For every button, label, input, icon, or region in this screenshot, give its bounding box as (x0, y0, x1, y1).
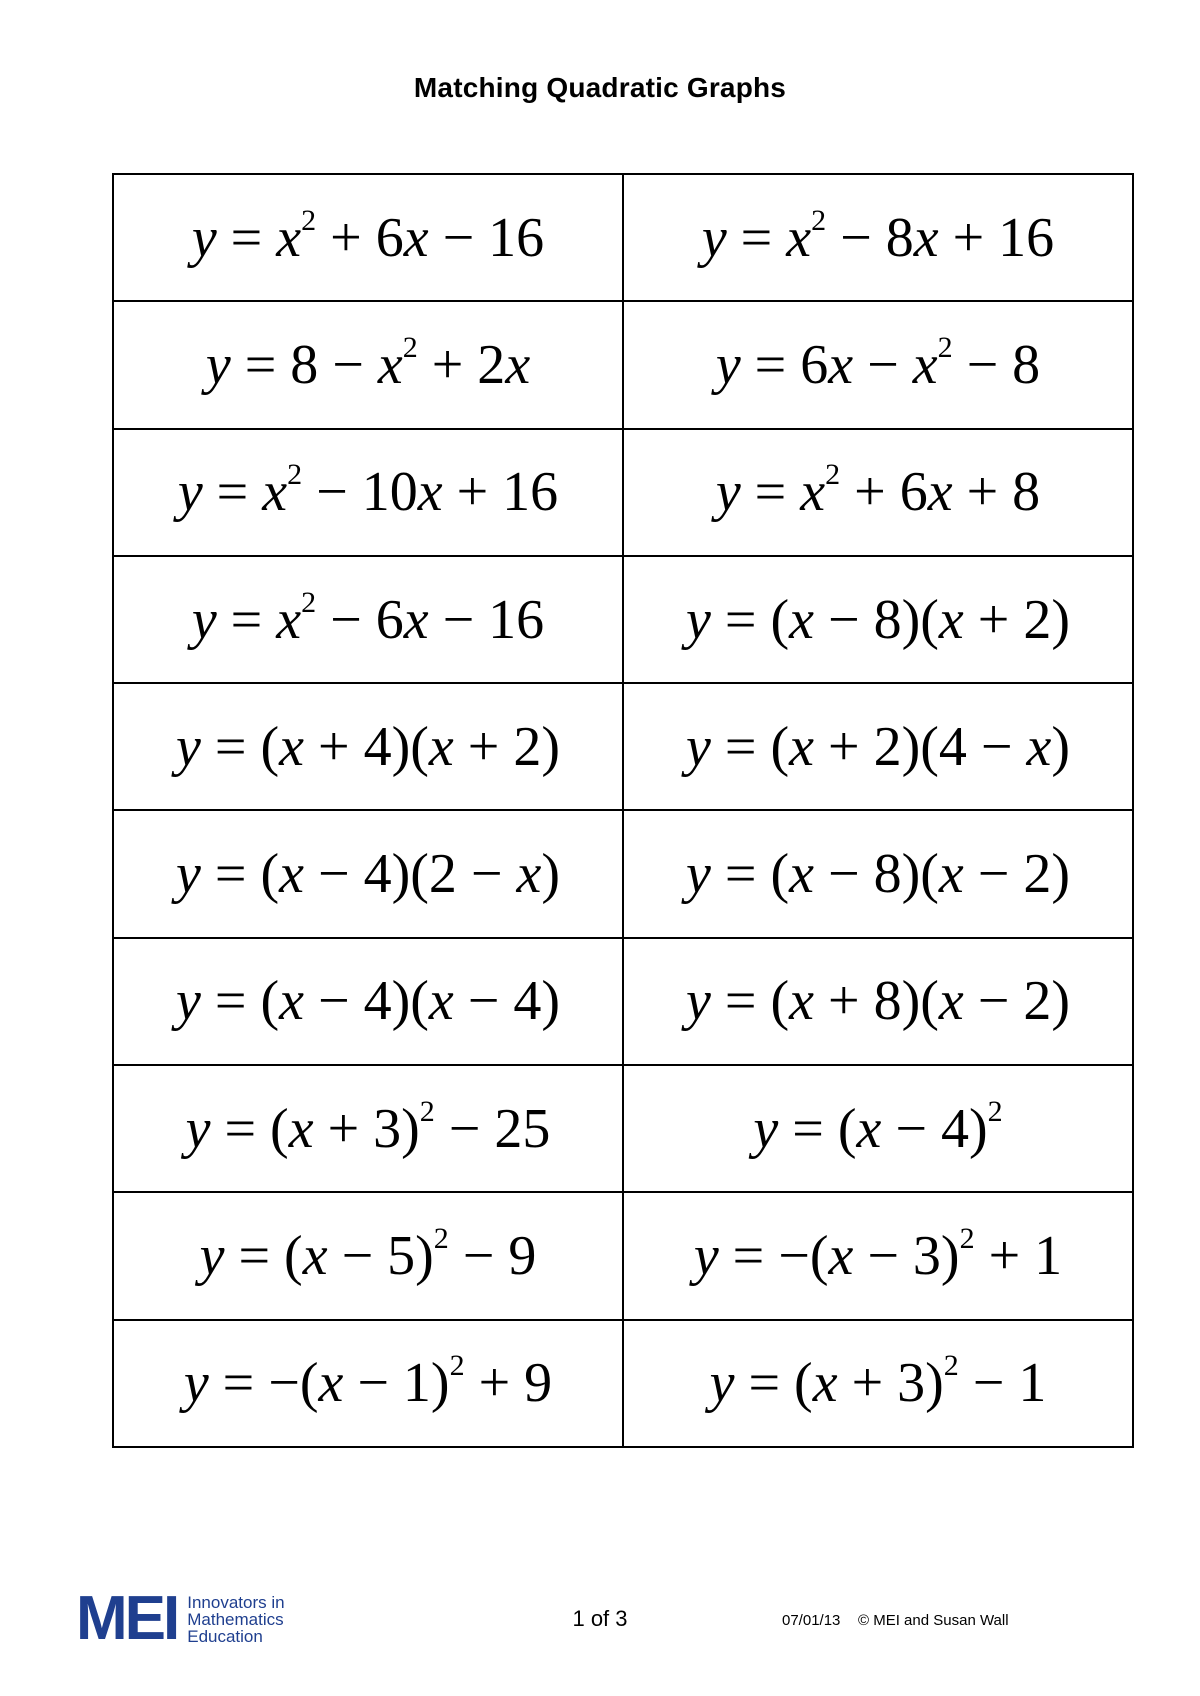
exponent: 2 (301, 203, 317, 237)
equation-part: = ( (210, 1097, 289, 1160)
equation-text (183, 1349, 553, 1415)
exponent: 2 (937, 330, 953, 364)
variable: y (753, 1097, 779, 1160)
equation-part: + 2)(4 − (813, 715, 1027, 778)
equation-card[interactable] (113, 1192, 623, 1319)
equation-card[interactable] (623, 938, 1133, 1065)
equation-text (185, 1094, 551, 1160)
variable: y (191, 206, 217, 269)
variable: x (505, 333, 531, 396)
equation-text (686, 589, 1070, 651)
equation-text (715, 458, 1041, 524)
variable: x (828, 333, 854, 396)
equation-card[interactable] (623, 810, 1133, 937)
equation-text (686, 843, 1070, 905)
exponent: 2 (811, 203, 827, 237)
variable: x (288, 1097, 314, 1160)
equation-part: + 2) (963, 588, 1070, 651)
card-row (113, 683, 1133, 810)
variable: y (205, 333, 231, 396)
equation-part: + 3) (837, 1352, 944, 1415)
variable: x (789, 588, 814, 651)
variable: x (812, 1352, 838, 1415)
footer-copyright: © MEI and Susan Wall (858, 1612, 1009, 1629)
equation-part: − (853, 333, 913, 396)
exponent: 2 (301, 585, 317, 619)
equation-part: = (202, 461, 263, 524)
variable: x (789, 970, 814, 1033)
variable: x (789, 715, 814, 778)
logo-line: Innovators in (187, 1592, 285, 1612)
variable: y (185, 1097, 211, 1160)
variable: x (262, 461, 288, 524)
equation-part: = ( (710, 843, 790, 906)
exponent: 2 (987, 1094, 1003, 1128)
equation-part: = −( (208, 1352, 319, 1415)
variable: x (927, 461, 953, 524)
equation-text (205, 330, 531, 396)
variable: y (183, 1352, 209, 1415)
equation-part: − 10 (302, 461, 418, 524)
equation-part: ) (541, 843, 560, 906)
variable: y (176, 715, 201, 778)
variable: y (176, 843, 201, 906)
equation-part: − 9 (448, 1225, 537, 1288)
variable: x (800, 461, 826, 524)
equation-part: = ( (710, 970, 790, 1033)
equation-card[interactable] (113, 1065, 623, 1192)
equation-part: − 8 (952, 333, 1041, 396)
equation-card[interactable] (623, 683, 1133, 810)
exponent: 2 (287, 458, 303, 492)
variable: x (912, 333, 938, 396)
variable: y (709, 1352, 735, 1415)
variable: y (715, 333, 741, 396)
variable: x (1026, 715, 1052, 778)
variable: x (279, 843, 304, 906)
variable: x (276, 206, 302, 269)
equation-part: − 8)( (813, 588, 939, 651)
equation-part: + 6 (840, 461, 928, 524)
equation-part: − 4)( (303, 970, 429, 1033)
equation-part: = −( (718, 1225, 829, 1288)
equation-part: + 16 (938, 206, 1055, 269)
equation-part: = 6 (740, 333, 829, 396)
equation-text (176, 716, 560, 778)
card-row (113, 174, 1133, 301)
equation-part: + 16 (442, 461, 559, 524)
equation-card[interactable] (113, 1320, 623, 1447)
variable: x (403, 588, 429, 651)
equation-part: − 25 (434, 1097, 551, 1160)
equation-part: + 6 (316, 206, 404, 269)
equation-text (176, 843, 560, 905)
exponent: 2 (449, 1349, 465, 1383)
equation-card[interactable] (623, 1192, 1133, 1319)
footer-date: 07/01/13 (782, 1612, 841, 1629)
equation-text (177, 458, 559, 524)
equation-card[interactable] (113, 938, 623, 1065)
equation-part: = ( (734, 1352, 813, 1415)
logo-line: Education (187, 1626, 263, 1646)
exponent: 2 (419, 1094, 435, 1128)
equation-part: − 2) (963, 843, 1070, 906)
variable: y (715, 461, 741, 524)
equation-card[interactable] (113, 429, 623, 556)
equation-text (693, 1222, 1063, 1288)
equation-part: − 4) (881, 1097, 988, 1160)
variable: y (693, 1225, 719, 1288)
variable: x (938, 588, 964, 651)
variable: x (318, 1352, 344, 1415)
page-title: Matching Quadratic Graphs (413, 72, 787, 103)
equation-part: − 3) (853, 1225, 960, 1288)
variable: x (276, 588, 302, 651)
variable: x (302, 1225, 328, 1288)
equation-part: = ( (200, 970, 280, 1033)
equation-part: − 16 (428, 588, 545, 651)
equation-part: ) (1051, 715, 1070, 778)
equation-card[interactable] (113, 556, 623, 683)
equation-card[interactable] (623, 556, 1133, 683)
variable: x (856, 1097, 882, 1160)
card-row (113, 1192, 1133, 1319)
equation-text (701, 203, 1055, 269)
card-row (113, 1320, 1133, 1447)
equation-part: = (726, 206, 787, 269)
equation-card[interactable] (623, 1065, 1133, 1192)
exponent: 2 (402, 330, 418, 364)
equation-part: + 2 (417, 333, 506, 396)
equation-part: − 4)(2 − (303, 843, 517, 906)
card-row (113, 429, 1133, 556)
equation-text (753, 1094, 1003, 1160)
equation-part: + 1 (974, 1225, 1063, 1288)
equation-card[interactable] (113, 683, 623, 810)
equation-part: + 3) (313, 1097, 420, 1160)
equation-part: + 9 (464, 1352, 553, 1415)
card-row (113, 810, 1133, 937)
equation-part: = (216, 206, 277, 269)
equation-part: − 6 (316, 588, 404, 651)
variable: x (938, 970, 964, 1033)
equation-card[interactable] (113, 174, 623, 301)
exponent: 2 (959, 1222, 975, 1256)
card-row (113, 301, 1133, 428)
equation-text (176, 970, 560, 1032)
variable: x (377, 333, 403, 396)
equation-part: − 16 (428, 206, 545, 269)
equation-part: = ( (710, 588, 790, 651)
logo-mark: MEI (76, 1584, 178, 1653)
card-table (112, 173, 1134, 1448)
variable: x (938, 843, 964, 906)
equation-part: = (740, 461, 801, 524)
equation-text (715, 330, 1041, 396)
variable: x (428, 715, 454, 778)
card-row (113, 1065, 1133, 1192)
equation-text (686, 970, 1070, 1032)
equation-part: = ( (778, 1097, 857, 1160)
equation-part: − 8)( (813, 843, 939, 906)
variable: y (701, 206, 727, 269)
equation-part: + 8 (952, 461, 1041, 524)
logo-line: Mathematics (187, 1609, 284, 1629)
equation-text (191, 203, 545, 269)
variable: x (786, 206, 812, 269)
variable: y (686, 843, 711, 906)
equation-part: − 4) (453, 970, 560, 1033)
variable: x (279, 970, 304, 1033)
variable: y (191, 588, 217, 651)
equation-part: + 4)( (303, 715, 429, 778)
equation-card[interactable] (113, 810, 623, 937)
equation-card[interactable] (623, 174, 1133, 301)
equation-part: − 2) (963, 970, 1070, 1033)
variable: x (403, 206, 429, 269)
variable: x (417, 461, 443, 524)
variable: y (686, 588, 711, 651)
equation-card[interactable] (623, 301, 1133, 428)
equation-card[interactable] (623, 1320, 1133, 1447)
equation-card[interactable] (623, 429, 1133, 556)
variable: x (789, 843, 814, 906)
variable: x (279, 715, 304, 778)
equation-part: = 8 − (230, 333, 378, 396)
card-table-body (113, 174, 1133, 1447)
variable: x (516, 843, 542, 906)
card-row (113, 556, 1133, 683)
equation-part: + 2) (453, 715, 560, 778)
variable: x (428, 970, 454, 1033)
equation-text (709, 1349, 1047, 1415)
equation-part: − 8 (826, 206, 914, 269)
equation-part: − 1 (958, 1352, 1047, 1415)
variable: x (913, 206, 939, 269)
equation-part: + 8)( (813, 970, 939, 1033)
equation-card[interactable] (113, 301, 623, 428)
equation-text (686, 716, 1070, 778)
equation-text (191, 585, 545, 651)
variable: y (176, 970, 201, 1033)
equation-part: − 1) (343, 1352, 450, 1415)
variable: x (828, 1225, 854, 1288)
variable: y (199, 1225, 225, 1288)
equation-part: = ( (200, 715, 280, 778)
card-row (113, 938, 1133, 1065)
page-number: 1 of 3 (572, 1606, 628, 1631)
equation-part: − 5) (327, 1225, 434, 1288)
equation-part: = ( (200, 843, 280, 906)
exponent: 2 (943, 1349, 959, 1383)
variable: y (686, 715, 711, 778)
equation-part: = ( (224, 1225, 303, 1288)
exponent: 2 (825, 458, 841, 492)
equation-text (199, 1222, 537, 1288)
exponent: 2 (433, 1222, 449, 1256)
variable: y (177, 461, 203, 524)
equation-part: = ( (710, 715, 790, 778)
variable: y (686, 970, 711, 1033)
equation-part: = (216, 588, 277, 651)
